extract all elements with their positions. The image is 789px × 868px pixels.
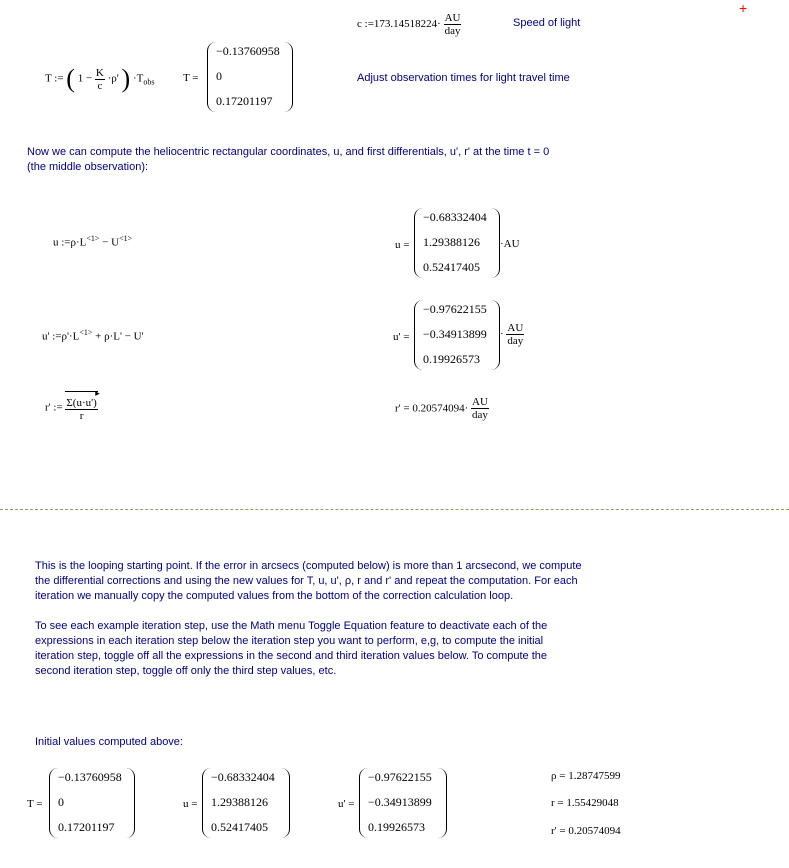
uprime-result-matrix[interactable]: [414, 300, 500, 370]
paren-open: (: [66, 64, 75, 93]
uprime-def-rest: + ρ·L' − U': [92, 330, 144, 343]
rprime-result-text: r' = 0.20574094·: [395, 402, 469, 415]
u-def-minus: − U: [99, 236, 120, 249]
speed-of-light-label: Speed of light: [513, 17, 581, 29]
uprime-def-lhs: u' :=ρ'·L: [42, 330, 80, 343]
superscript-1: <1>: [86, 234, 100, 243]
initial-t-lhs: T =: [27, 798, 43, 810]
toggle-line-2: expressions in each iteration step below the iteration step you want to perform, e,g, to compute the initial: [35, 635, 544, 647]
unit-numerator: AU: [507, 322, 524, 334]
initial-u-matrix[interactable]: [202, 768, 290, 838]
t-obs: ·T: [132, 72, 144, 85]
matrix-cell: 1.29388126: [211, 795, 268, 809]
rprime-definition-equation[interactable]: [45, 388, 100, 422]
matrix-cell: −0.68332404: [211, 770, 275, 784]
matrix-cell: 0.52417405: [423, 260, 480, 274]
t-definition-equation[interactable]: [45, 64, 154, 94]
loop-line-2: the differential corrections and using the new values for T, u, u', ρ, r and r' and repeat the computation. For each: [35, 575, 578, 587]
matrix-cell: 0.17201197: [58, 820, 115, 834]
intro-line-2: (the middle observation):: [27, 161, 149, 173]
au-per-day: [471, 396, 489, 421]
initial-rho[interactable]: ρ = 1.28747599: [551, 770, 621, 782]
matrix-cell: −0.13760958: [58, 770, 122, 784]
matrix-cell: 1.29388126: [423, 235, 480, 249]
superscript: <1>: [79, 328, 93, 337]
rho-prime: ·ρ': [107, 72, 119, 85]
t-obs-subscript: obs: [143, 77, 155, 87]
initial-values-label: Initial values computed above:: [35, 736, 183, 748]
sum-text: Σ(u·u'): [66, 397, 97, 409]
c-denominator: c: [97, 79, 103, 92]
loop-line-3: iteration we manually copy the computed values from the bottom of the correction calculation loop.: [35, 590, 514, 602]
toggle-line-1: To see each example iteration step, use the Math menu Toggle Equation feature to deactivate each of the: [35, 620, 548, 632]
k-numerator: K: [95, 66, 104, 79]
initial-t-matrix[interactable]: [49, 768, 135, 838]
u-def-lhs: u :=ρ·L: [53, 236, 87, 249]
matrix-cell: −0.34913899: [368, 795, 432, 809]
intro-line-1: Now we can compute the heliocentric rectangular coordinates, u, and first differentials, u', r' at the time t = 0: [27, 146, 550, 158]
r-denominator: r: [79, 410, 84, 422]
unit-numerator: AU: [444, 12, 461, 24]
u-result-lhs: u =: [395, 239, 410, 251]
initial-rprime[interactable]: r' = 0.20574094: [551, 825, 621, 837]
toggle-line-3: iteration step, toggle off all the expressions in the second and third iteration values below. To compute the: [35, 650, 548, 662]
initial-r[interactable]: r = 1.55429048: [551, 797, 619, 809]
matrix-cell: 0.19926573: [368, 820, 425, 834]
matrix-cell: 0.17201197: [216, 94, 273, 108]
matrix-cell: −0.34913899: [423, 327, 487, 341]
matrix-cell: 0.52417405: [211, 820, 268, 834]
rprime-def-lhs: r' :=: [45, 401, 63, 414]
paren-close: ): [121, 64, 131, 93]
region-marker: +: [739, 0, 748, 16]
unit-denominator: day: [507, 335, 524, 347]
unit-dot: ·: [500, 328, 504, 341]
u-result-unit: ·AU: [500, 238, 520, 250]
rprime-fraction: [65, 388, 100, 422]
sum-numerator: [65, 388, 100, 410]
light-travel-note: Adjust observation times for light travel time: [357, 72, 570, 84]
uprime-definition-equation[interactable]: [42, 328, 144, 343]
t-def-lhs: T :=: [45, 72, 64, 85]
unit-denominator: day: [444, 25, 461, 37]
matrix-cell: 0.19926573: [423, 352, 480, 366]
u-definition-equation[interactable]: [53, 234, 132, 249]
vector-arrow-icon: [65, 391, 97, 398]
loop-line-1: This is the looping starting point. If the error in arcsecs (computed below) is more than 1 arcsecond, we compute: [35, 560, 582, 572]
matrix-cell: −0.97622155: [368, 770, 432, 784]
unit-numerator: AU: [472, 396, 488, 408]
rprime-result[interactable]: [395, 396, 489, 421]
one-minus: 1 −: [77, 72, 93, 85]
superscript-2: <1>: [119, 234, 133, 243]
uprime-result-unit: [500, 322, 524, 347]
unit-denominator: day: [472, 409, 488, 421]
toggle-line-4: second iteration step, toggle off only the third step values, etc.: [35, 665, 337, 677]
t-result-matrix[interactable]: [207, 42, 293, 112]
t-result-lhs: T =: [183, 72, 199, 84]
uprime-result-lhs: u' =: [393, 331, 410, 343]
matrix-cell: −0.97622155: [423, 302, 487, 316]
u-result-matrix[interactable]: [414, 208, 500, 278]
speed-of-light-equation[interactable]: [357, 12, 461, 37]
matrix-cell: 0: [216, 69, 222, 83]
matrix-cell: −0.68332404: [423, 210, 487, 224]
matrix-cell: −0.13760958: [216, 44, 280, 58]
matrix-cell: 0: [58, 795, 64, 809]
page-break-divider: [0, 509, 789, 510]
k-over-c: [95, 67, 105, 92]
au-per-day: [506, 322, 524, 347]
initial-u-lhs: u =: [183, 798, 198, 810]
initial-uprime-matrix[interactable]: [359, 768, 447, 838]
speed-of-light-assign: c :=173.14518224·: [357, 18, 441, 31]
initial-uprime-lhs: u' =: [338, 798, 355, 810]
arrow-head-icon: ▸: [95, 388, 100, 398]
speed-of-light-unit: [444, 12, 462, 37]
